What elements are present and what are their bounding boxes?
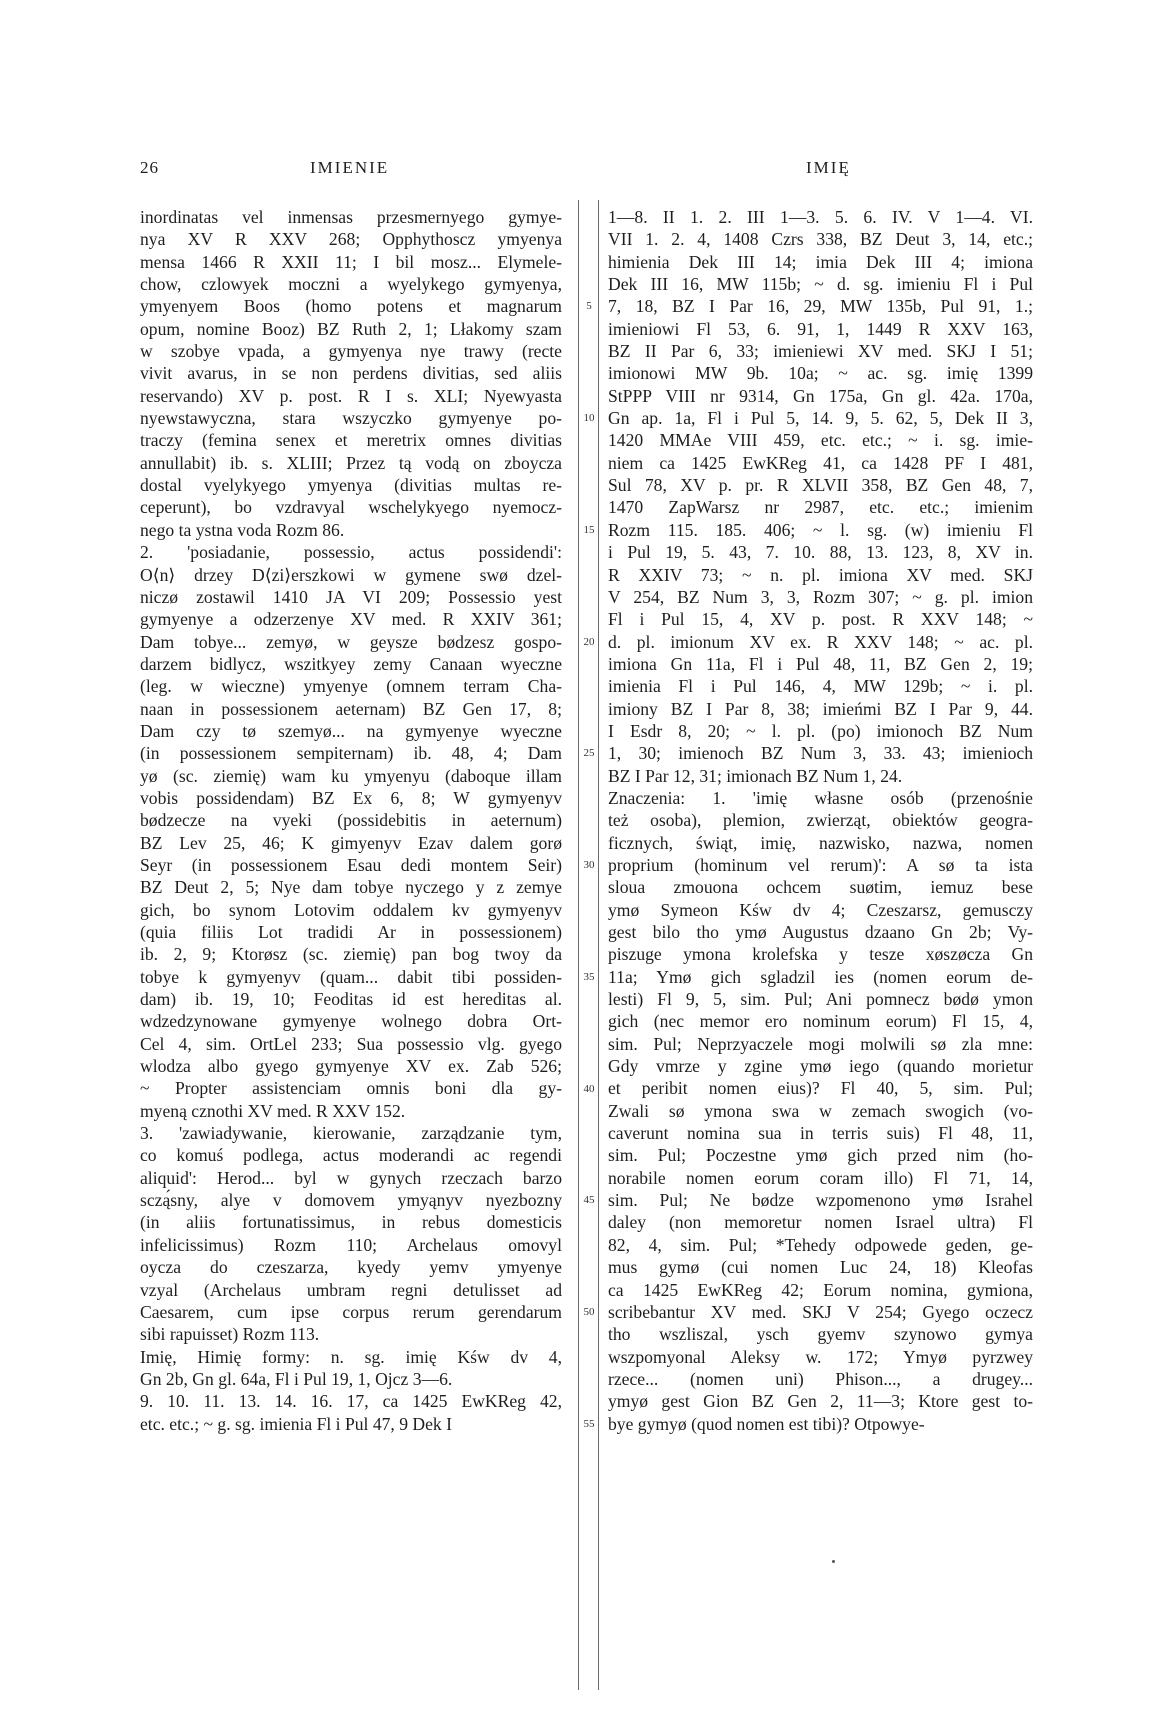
text-line: sim. Pul; Poczestne ymø gich przed nim (ho- bbox=[608, 1145, 1033, 1166]
text-line: 1—8. II 1. 2. III 1—3. 5. 6. IV. V 1—4. VI. bbox=[608, 207, 1033, 227]
text-line: ceperunt), bo vzdravyal wschelykyego nyemocz- bbox=[140, 497, 562, 518]
line-number: 40 bbox=[583, 1082, 595, 1095]
text-line: daley (non memoretur nomen Israel ultra) Fl bbox=[608, 1212, 1033, 1233]
text-line: naan in possessionem aeternam) BZ Gen 17, 8; bbox=[140, 698, 562, 719]
text-line: mus gymø (cui nomen Luc 24, 18) Kleofas bbox=[608, 1257, 1033, 1278]
text-line: imiony BZ I Par 8, 38; imieńmi BZ I Par 9, 44. bbox=[608, 698, 1033, 719]
text-line: 82, 4, sim. Pul; *Tehedy odpowede geden, ge- bbox=[608, 1234, 1033, 1255]
text-line: rzece... (nomen uni) Phison..., a drugey... bbox=[608, 1368, 1033, 1389]
line-number: 45 bbox=[583, 1194, 595, 1207]
text-line: Zwali sø ymona swa w zemach swogich (vo- bbox=[608, 1100, 1033, 1121]
text-line: lesti) Fl 9, 5, sim. Pul; Ani pomnecz bødø ymon bbox=[608, 989, 1033, 1010]
column-rule-left bbox=[578, 200, 579, 1690]
column-rule-right bbox=[598, 200, 599, 1690]
text-line: imieniowi Fl 53, 6. 91, 1, 1449 R XXV 163, bbox=[608, 318, 1033, 339]
text-line: BZ Lev 25, 46; K gimyenyv Ezav dalem gorø bbox=[140, 832, 562, 853]
text-line: gymyenye a odzerzenye XV med. R XXIV 361; bbox=[140, 609, 562, 630]
text-line: nya XV R XXV 268; Opphythoscz ymyenya bbox=[140, 229, 562, 250]
text-line: StPPP VIII nr 9314, Gn 175a, Gn gl. 42a. 170a, bbox=[608, 385, 1033, 406]
text-line: aliquid': Herod... byl w gynych rzeczach barzo bbox=[140, 1167, 562, 1188]
text-line: gest bilo tho ymø Augustus dzaano Gn 2b; Vy- bbox=[608, 922, 1033, 942]
line-number: 50 bbox=[583, 1306, 595, 1319]
line-number: 55 bbox=[583, 1417, 595, 1430]
text-line: ymyenyem Boos (homo potens et magnarum bbox=[140, 296, 562, 317]
text-line: I Esdr 8, 20; ~ l. pl. (po) imionoch BZ Num bbox=[608, 720, 1033, 741]
text-line: co komuś podlega, actus moderandi ac regendi bbox=[140, 1145, 562, 1166]
text-line: Caesarem, cum ipse corpus rerum gerendarum bbox=[140, 1301, 562, 1322]
left-text-column bbox=[140, 206, 562, 1435]
text-line: proprium (hominum vel rerum)': A sø ta ista bbox=[608, 854, 1033, 875]
text-line: V 254, BZ Num 3, 3, Rozm 307; ~ g. pl. imion bbox=[608, 586, 1033, 607]
text-line: norabile nomen eorum coram illo) Fl 71, 14, bbox=[608, 1167, 1033, 1188]
text-line: BZ Deut 2, 5; Nye dam tobye nyczego y z zemye bbox=[140, 877, 562, 898]
text-line: d. pl. imionum XV ex. R XXV 148; ~ ac. pl. bbox=[608, 631, 1033, 652]
text-line: bye gymyø (quod nomen est tibi)? Otpowye- bbox=[608, 1413, 925, 1434]
text-line: Imię, Himię formy: n. sg. imię Kśw dv 4, bbox=[140, 1346, 562, 1367]
line-number: 10 bbox=[583, 412, 595, 425]
line-number: 5 bbox=[586, 300, 592, 313]
ink-speck bbox=[832, 1560, 835, 1563]
text-line: Fl i Pul 15, 4, XV p. post. R XXV 148; ~ bbox=[608, 609, 1033, 630]
text-line: niem ca 1425 EwKReg 41, ca 1428 PF I 481, bbox=[608, 452, 1033, 473]
text-line: vivit avarus, in se non perdens divitias, sed aliis bbox=[140, 363, 562, 384]
text-line: 3. 'zawiadywanie, kierowanie, zarządzanie tym, bbox=[140, 1123, 562, 1144]
text-line: vobis possidendam) BZ Ex 6, 8; W gymyenyv bbox=[140, 787, 562, 808]
text-line: sloua zmouona ochcem suøtim, iemuz bese bbox=[608, 877, 1033, 898]
text-line: Rozm 115. 185. 406; ~ l. sg. (w) imieniu Fl bbox=[608, 519, 1033, 540]
text-line: traczy (femina senex et meretrix omnes divitias bbox=[140, 430, 562, 451]
text-line: Znaczenia: 1. 'imię własne osób (przenośnie bbox=[608, 787, 1033, 808]
text-line: tho wszliszal, ysch gyemv szynowo gymya bbox=[608, 1324, 1033, 1345]
text-line: scribebantur XV med. SKJ V 254; Gyego oczecz bbox=[608, 1301, 1033, 1322]
text-line: gich (nec memor ero nominum eorum) Fl 15, 4, bbox=[608, 1011, 1033, 1032]
text-line: opum, nomine Booz) BZ Ruth 2, 1; Lłakomy szam bbox=[140, 318, 562, 339]
text-line: sibi rapuisset) Rozm 113. bbox=[140, 1324, 320, 1345]
text-line: mensa 1466 R XXII 11; I bil mosz... Elymele- bbox=[140, 251, 562, 272]
text-line: 7, 18, BZ I Par 16, 29, MW 135b, Pul 91, 1.; bbox=[608, 296, 1033, 317]
text-line: nego ta ystna voda Rozm 86. bbox=[140, 519, 345, 540]
text-line: annullabit) ib. s. XLIII; Przez tą vodą on zboycza bbox=[140, 452, 562, 473]
text-line: wdzedzynowane gymyenye wolnego dobra Ort- bbox=[140, 1011, 562, 1032]
text-line: 1470 ZapWarsz nr 2987, etc. etc.; imienim bbox=[608, 497, 1033, 518]
text-line: himienia Dek III 14; imia Dek III 4; imiona bbox=[608, 251, 1033, 272]
page-number: 26 bbox=[140, 158, 159, 177]
right-text-column bbox=[608, 206, 1033, 1435]
text-line: gich, bo synom Lotovim oddalem kv gymyenyv bbox=[140, 899, 562, 920]
text-line: myeną cznothi XV med. R XXV 152. bbox=[140, 1100, 406, 1121]
text-line: Dam tobye... zemyø, w geysze bødzesz gospo- bbox=[140, 631, 562, 652]
text-line: chow, czlowyek moczni a wyelykego gymyenya, bbox=[140, 274, 562, 295]
text-line: tobye k gymyenyv (quam... dabit tibi possiden- bbox=[140, 966, 562, 987]
text-line: (leg. w wieczne) ymyenye (omnem terram Cha- bbox=[140, 676, 562, 697]
text-line: Gn 2b, Gn gl. 64a, Fl i Pul 19, 1, Ojcz 3—6. bbox=[140, 1368, 453, 1389]
text-line: sim. Pul; Neprzyaczele mogi molwili sø zla mne: bbox=[608, 1033, 1033, 1054]
text-line: sim. Pul; Ne bødze wzpomenono ymø Israhel bbox=[608, 1190, 1033, 1211]
text-line: yø (sc. ziemię) wam ku ymyenyu (daboque illam bbox=[140, 765, 562, 786]
text-line: inordinatas vel inmensas przesmernyego gymye- bbox=[140, 207, 562, 227]
text-line: wszpomyonal Aleksy w. 172; Ymyø pyrzwey bbox=[608, 1346, 1033, 1367]
text-line: O⟨n⟩ drzey D⟨zi⟩erszkowi w gymene swø dzel- bbox=[140, 564, 562, 585]
text-line: 1420 MMAe VIII 459, etc. etc.; ~ i. sg. imie- bbox=[608, 430, 1033, 451]
text-line: (quia filiis Lot tradidi Ar in possessionem) bbox=[140, 922, 562, 942]
text-line: (in aliis fortunatissimus, in rebus domesticis bbox=[140, 1212, 562, 1233]
text-line: bødzecze na vyeki (possidebitis in aeternum) bbox=[140, 810, 562, 831]
text-line: sczą́sny, alye v domovem ymyąnyv nyezbozny bbox=[140, 1190, 562, 1211]
text-line: nyewstawyczna, stara wszyczko gymyenye po- bbox=[140, 408, 562, 429]
text-line: R XXIV 73; ~ n. pl. imiona XV med. SKJ bbox=[608, 564, 1033, 585]
text-line: Cel 4, sim. OrtLel 233; Sua possessio vlg. gyego bbox=[140, 1033, 562, 1054]
text-line: 11a; Ymø gich sgladzil ies (nomen eorum de- bbox=[608, 966, 1033, 987]
text-line: 1, 30; imienoch BZ Num 3, 33. 43; imienioch bbox=[608, 743, 1033, 764]
text-line: wlodza albo gyego gymyenye XV ex. Zab 526; bbox=[140, 1056, 562, 1077]
text-line: Gn ap. 1a, Fl i Pul 5, 14. 9, 5. 62, 5, Dek II 3, bbox=[608, 408, 1033, 429]
text-line: ficznych, świąt, imię, nazwisko, nazwa, nomen bbox=[608, 832, 1033, 853]
text-line: Dek III 16, MW 115b; ~ d. sg. imieniu Fl i Pul bbox=[608, 274, 1033, 295]
text-line: vzyal (Archelaus umbram regni detulisset ad bbox=[140, 1279, 562, 1300]
text-line: w szobye vpada, a gymyenya nye trawy (recte bbox=[140, 341, 562, 362]
text-line: ib. 2, 9; Ktorøsz (sc. ziemię) pan bog twoy da bbox=[140, 944, 562, 965]
text-line: infelicissimus) Rozm 110; Archelaus omovyl bbox=[140, 1234, 562, 1255]
text-line: dam) ib. 19, 10; Feoditas id est hereditas al. bbox=[140, 989, 562, 1010]
text-line: BZ I Par 12, 31; imionach BZ Num 1, 24. bbox=[608, 765, 903, 786]
text-line: ymyø gest Gion BZ Gen 2, 11—3; Ktore gest to- bbox=[608, 1391, 1033, 1412]
text-line: oycza do czeszarza, kyedy yemv ymyenye bbox=[140, 1257, 562, 1278]
text-line: Dam czy tø szemyø... na gymyenye wyeczne bbox=[140, 720, 562, 741]
line-number: 25 bbox=[583, 747, 595, 760]
text-line: 9. 10. 11. 13. 14. 16. 17, ca 1425 EwKReg 42, bbox=[140, 1391, 562, 1412]
left-running-head: IMIENIE bbox=[310, 158, 390, 177]
text-line: caverunt nomina sua in terris suis) Fl 48, 11, bbox=[608, 1123, 1033, 1144]
text-line: reservando) XV p. post. R I s. XLI; Nyewyasta bbox=[140, 385, 562, 406]
line-number: 30 bbox=[583, 859, 595, 872]
line-number: 35 bbox=[583, 970, 595, 983]
text-line: VII 1. 2. 4, 1408 Czrs 338, BZ Deut 3, 14, etc.; bbox=[608, 229, 1033, 250]
text-line: ca 1425 EwKReg 42; Eorum nomina, gymiona, bbox=[608, 1279, 1033, 1300]
text-line: etc. etc.; ~ g. sg. imienia Fl i Pul 47, 9 Dek I bbox=[140, 1413, 452, 1434]
text-line: et peribit nomen eius)? Fl 40, 5, sim. Pul; bbox=[608, 1078, 1033, 1099]
line-number: 20 bbox=[583, 635, 595, 648]
text-line: Seyr (in possessionem Esau dedi montem Seir) bbox=[140, 854, 562, 875]
text-line: imionowi MW 9b. 10a; ~ ac. sg. imię 1399 bbox=[608, 363, 1033, 384]
text-line: (in possessionem sempiternam) ib. 48, 4; Dam bbox=[140, 743, 562, 764]
text-line: niczø zostawil 1410 JA VI 209; Possessio yest bbox=[140, 586, 562, 607]
text-line: imiona Gn 11a, Fl i Pul 48, 11, BZ Gen 2, 19; bbox=[608, 653, 1033, 674]
text-line: Sul 78, XV p. pr. R XLVII 358, BZ Gen 48, 7, bbox=[608, 475, 1033, 496]
text-line: darzem bidlycz, wszitkyey zemy Canaan wyeczne bbox=[140, 653, 562, 674]
text-line: piszuge ymona krolefska y tesze xøszøcza Gn bbox=[608, 944, 1033, 965]
text-line: i Pul 19, 5. 43, 7. 10. 88, 13. 123, 8, XV in. bbox=[608, 542, 1033, 563]
line-number: 15 bbox=[583, 523, 595, 536]
text-line: dostal vyelykyego ymyenya (divitias multas re- bbox=[140, 475, 562, 496]
text-line: Gdy vmrze y zgine ymø iego (quando morietur bbox=[608, 1056, 1033, 1077]
text-line: ymø Symeon Kśw dv 4; Czeszarsz, gemusczy bbox=[608, 899, 1033, 920]
text-line: 2. 'posiadanie, possessio, actus possidendi': bbox=[140, 542, 562, 563]
text-line: BZ II Par 6, 33; imieniewi XV med. SKJ I 51; bbox=[608, 341, 1033, 362]
text-line: też osoba), plemion, zwierząt, obiektów geogra- bbox=[608, 810, 1033, 831]
right-running-head: IMIĘ bbox=[806, 158, 851, 177]
text-line: ~ Propter assistenciam omnis boni dla gy- bbox=[140, 1078, 562, 1099]
text-line: imienia Fl i Pul 146, 4, MW 129b; ~ i. pl. bbox=[608, 676, 1033, 697]
